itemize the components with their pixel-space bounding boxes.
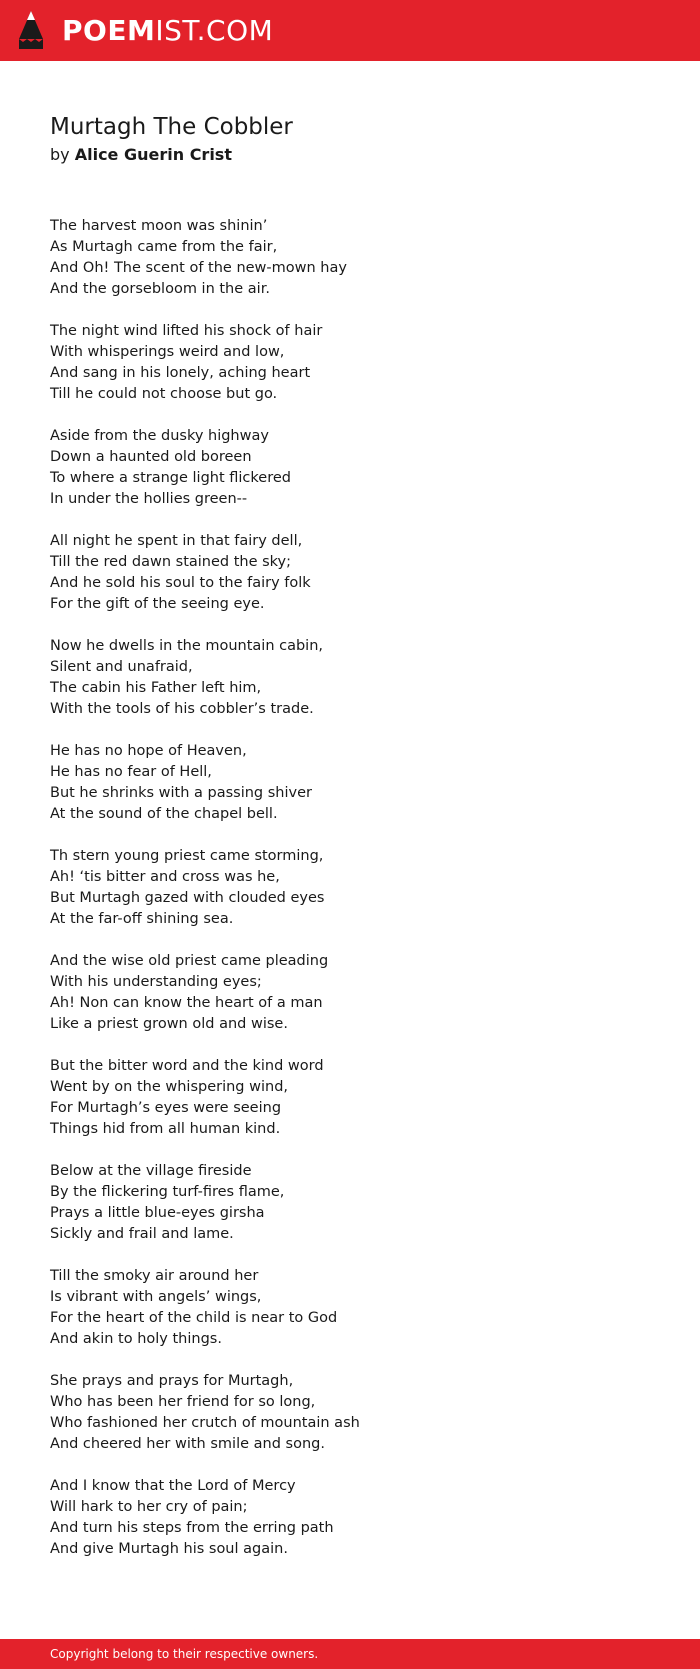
- poem-author: Alice Guerin Crist: [74, 145, 232, 164]
- poem-line: And sang in his lonely, aching heart: [50, 365, 311, 381]
- stanza: [50, 321, 670, 405]
- poem-line: Below at the village fireside: [50, 1163, 252, 1179]
- poem-line: Till the smoky air around her: [50, 1268, 259, 1284]
- stanza: [50, 1371, 670, 1455]
- poem-line: And the wise old priest came pleading: [50, 953, 329, 969]
- poem-line: He has no fear of Hell,: [50, 764, 212, 780]
- poem-byline: [50, 144, 670, 166]
- brand-bold: POEM: [62, 14, 156, 47]
- poem-line: She prays and prays for Murtagh,: [50, 1373, 294, 1389]
- poem-line: At the sound of the chapel bell.: [50, 806, 278, 822]
- poem-line: For the heart of the child is near to God: [50, 1310, 338, 1326]
- stanza: [50, 426, 670, 510]
- stanza: [50, 1161, 670, 1245]
- poem-body: [50, 216, 670, 1560]
- poem-line: The cabin his Father left him,: [50, 680, 262, 696]
- poem-line: With the tools of his cobbler’s trade.: [50, 701, 314, 717]
- poem-line: Ah! ‘tis bitter and cross was he,: [50, 869, 280, 885]
- poem-line: He has no hope of Heaven,: [50, 743, 247, 759]
- poem-line: And Oh! The scent of the new-mown hay: [50, 260, 347, 276]
- poem-line: Will hark to her cry of pain;: [50, 1499, 248, 1515]
- site-brand[interactable]: [62, 11, 273, 51]
- stanza: [50, 1476, 670, 1560]
- poem-line: Till the red dawn stained the sky;: [50, 554, 292, 570]
- poem-line: Now he dwells in the mountain cabin,: [50, 638, 324, 654]
- by-label: by: [50, 145, 70, 164]
- poem-line: And akin to holy things.: [50, 1331, 222, 1347]
- stanza: [50, 1266, 670, 1350]
- poem-line: But the bitter word and the kind word: [50, 1058, 324, 1074]
- poem-line: And turn his steps from the erring path: [50, 1520, 334, 1536]
- site-header: [0, 0, 700, 61]
- poem-line: And cheered her with smile and song.: [50, 1436, 325, 1452]
- poem-line: In under the hollies green--: [50, 491, 248, 507]
- poem-line: And he sold his soul to the fairy folk: [50, 575, 311, 591]
- poem-line: Th stern young priest came storming,: [50, 848, 324, 864]
- pencil-tip-icon[interactable]: [17, 9, 45, 51]
- stanza: [50, 1056, 670, 1140]
- poem-line: As Murtagh came from the fair,: [50, 239, 278, 255]
- brand-light: IST.COM: [155, 14, 274, 47]
- poem-line: For Murtagh’s eyes were seeing: [50, 1100, 282, 1116]
- site-footer: [0, 1639, 700, 1669]
- poem-line: The harvest moon was shinin’: [50, 218, 268, 234]
- poem-line: Silent and unafraid,: [50, 659, 193, 675]
- poem-content: [50, 112, 670, 1581]
- stanza: [50, 846, 670, 930]
- poem-line: With whisperings weird and low,: [50, 344, 285, 360]
- poem-line: But Murtagh gazed with clouded eyes: [50, 890, 325, 906]
- poem-line: By the flickering turf-fires flame,: [50, 1184, 285, 1200]
- poem-line: Like a priest grown old and wise.: [50, 1016, 288, 1032]
- stanza: [50, 741, 670, 825]
- poem-line: And I know that the Lord of Mercy: [50, 1478, 296, 1494]
- poem-line: Who fashioned her crutch of mountain ash: [50, 1415, 360, 1431]
- poem-line: Prays a little blue-eyes girsha: [50, 1205, 265, 1221]
- poem-line: To where a strange light flickered: [50, 470, 291, 486]
- poem-line: The night wind lifted his shock of hair: [50, 323, 323, 339]
- poem-line: Till he could not choose but go.: [50, 386, 278, 402]
- poem-line: But he shrinks with a passing shiver: [50, 785, 312, 801]
- stanza: [50, 216, 670, 300]
- stanza: [50, 636, 670, 720]
- poem-line: And give Murtagh his soul again.: [50, 1541, 288, 1557]
- poem-line: With his understanding eyes;: [50, 974, 262, 990]
- stanza: [50, 531, 670, 615]
- poem-line: Who has been her friend for so long,: [50, 1394, 316, 1410]
- footer-copyright: Copyright belong to their respective owners.: [50, 1647, 319, 1661]
- poem-line: Things hid from all human kind.: [50, 1121, 281, 1137]
- poem-line: Aside from the dusky highway: [50, 428, 269, 444]
- poem-line: All night he spent in that fairy dell,: [50, 533, 303, 549]
- poem-title: Murtagh The Cobbler: [50, 114, 293, 140]
- poem-line: Sickly and frail and lame.: [50, 1226, 234, 1242]
- poem-line: Is vibrant with angels’ wings,: [50, 1289, 262, 1305]
- poem-line: Down a haunted old boreen: [50, 449, 252, 465]
- poem-line: Ah! Non can know the heart of a man: [50, 995, 323, 1011]
- stanza: [50, 951, 670, 1035]
- poem-line: For the gift of the seeing eye.: [50, 596, 265, 612]
- poem-line: At the far-off shining sea.: [50, 911, 234, 927]
- poem-line: And the gorsebloom in the air.: [50, 281, 270, 297]
- poem-line: Went by on the whispering wind,: [50, 1079, 289, 1095]
